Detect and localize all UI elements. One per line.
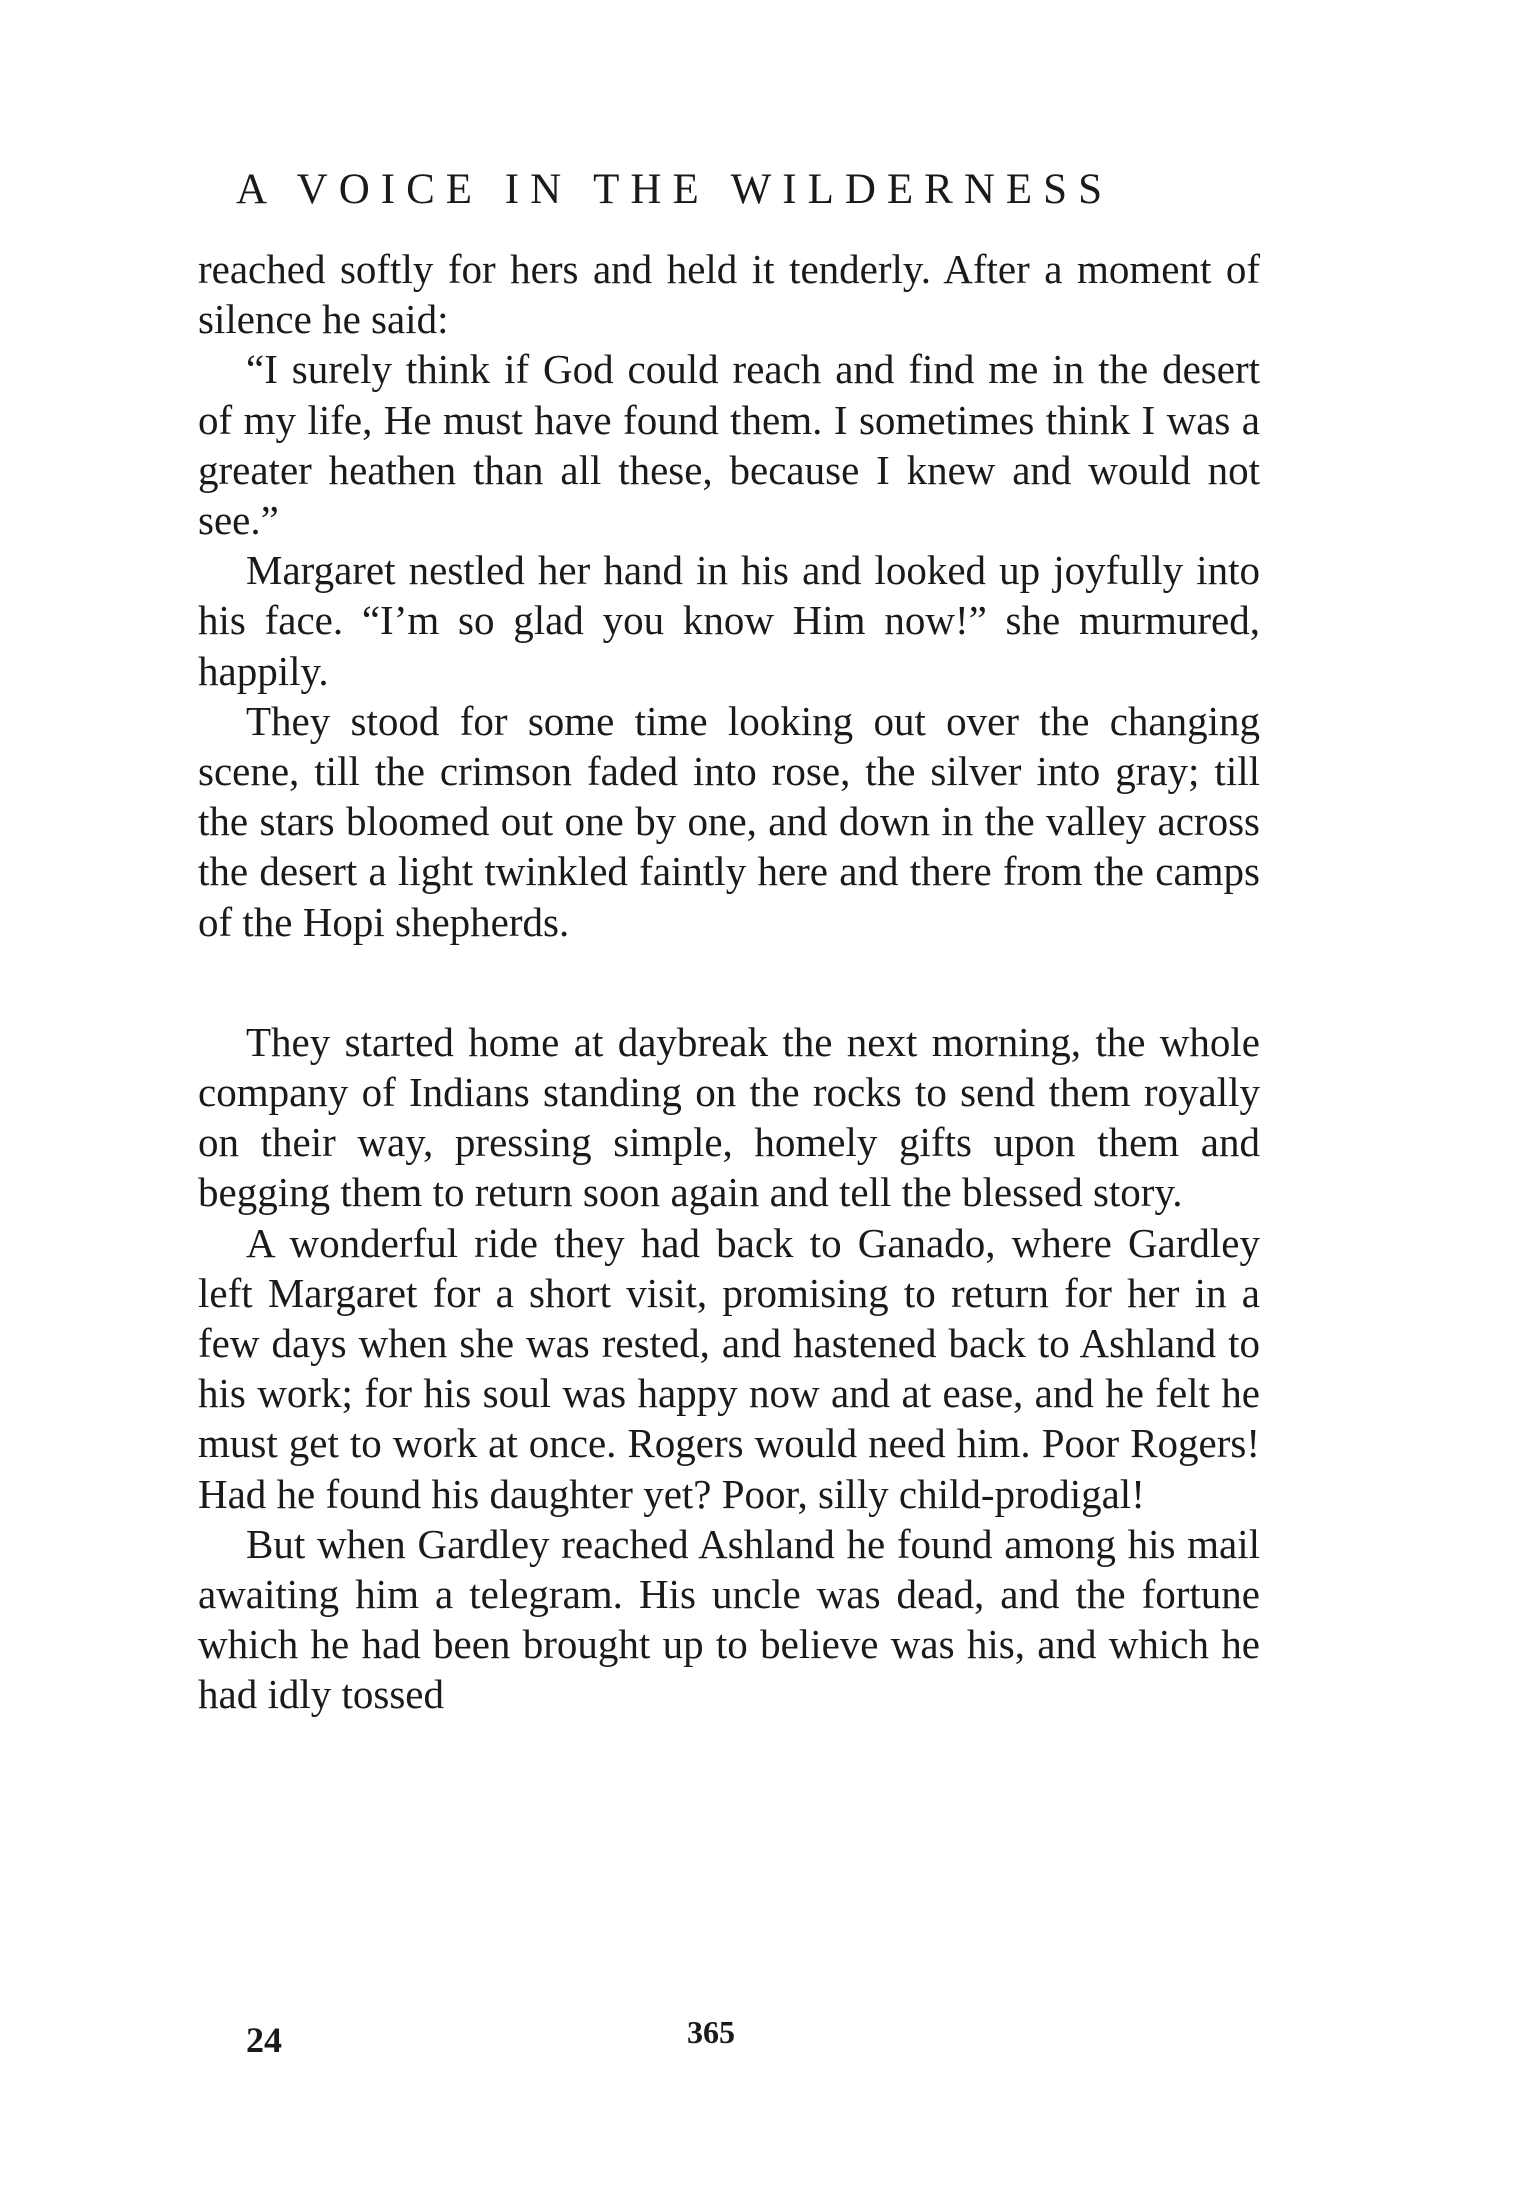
paragraph-1: reached softly for hers and held it tenderly. After a moment of silence he said: [198, 246, 1260, 343]
body-text [198, 244, 1260, 1720]
paragraph-3: Margaret nestled her hand in his and looked up joyfully into his face. “I’m so glad you know Him now!” she murmured, happily. [198, 547, 1260, 694]
paragraph-5: They started home at daybreak the next morning, the whole company of Indians standing on the rocks to send them royally on their way, pressing simple, homely gifts upon them and begging them to return soon again and tell the blessed story. [198, 1018, 1260, 1216]
paragraph-6: A wonderful ride they had back to Ganado, where Gardley left Margaret for a short visit, promising to return for her in a few days when she was rested, and hastened back to Ashland to his work; for his soul was happy now and at ease, and he felt he must get to work at once. Rogers would need him. Poor Rogers! Had he found his daughter yet? Poor, silly child-prodigal! [198, 1219, 1260, 1517]
signature-mark: 24 [246, 2020, 282, 2060]
paragraph-7: But when Gardley reached Ashland he found among his mail awaiting him a telegram. His uncle was dead, and the fortune which he had been brought up to believe was his, and which he had idly tossed [198, 1520, 1260, 1718]
page-number: 365 [687, 2014, 735, 2050]
section-break [198, 947, 1260, 1017]
paragraph-2: “I surely think if God could reach and find me in the desert of my life, He must have found them. I sometimes think I was a greater heathen than all these, because I knew and would not see.” [198, 346, 1260, 544]
paragraph-4: They stood for some time looking out over the changing scene, till the crimson faded into rose, the silver into gray; till the stars bloomed out one by one, and down in the valley across the desert a light twinkled faintly here and there from the camps of the Hopi shepherds. [198, 697, 1260, 945]
running-head: A VOICE IN THE WILDERNESS [236, 166, 1113, 213]
